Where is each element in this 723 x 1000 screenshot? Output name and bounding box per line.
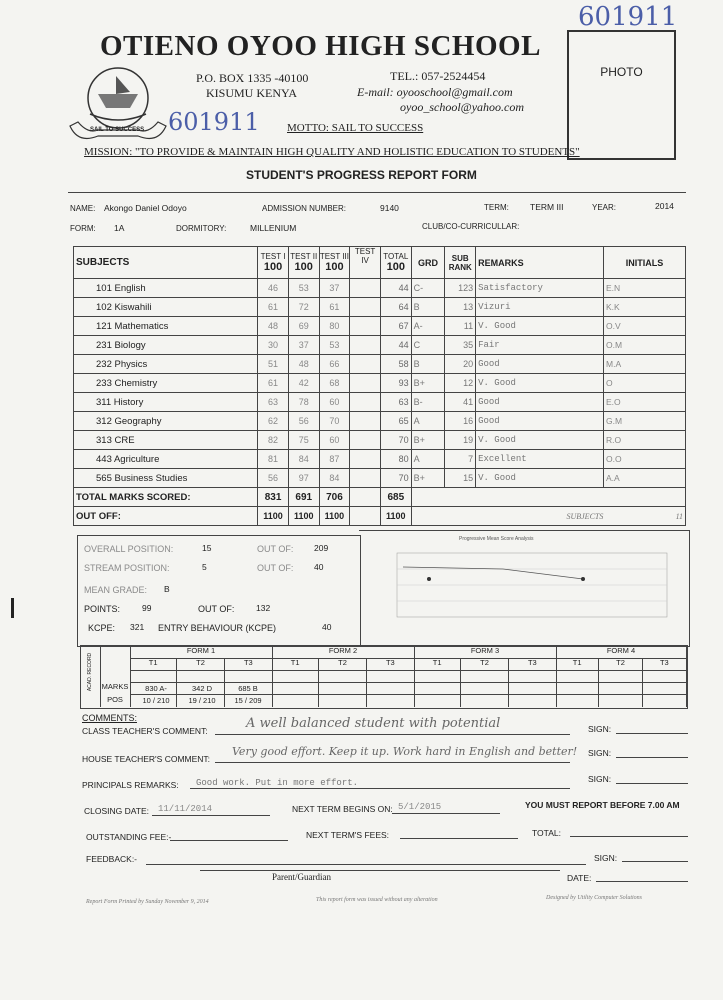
subject-row <box>74 298 686 317</box>
class-teacher-label: CLASS TEACHER'S COMMENT: <box>82 726 208 736</box>
record-term-label: T3 <box>385 658 395 667</box>
motto: MOTTO: SAIL TO SUCCESS <box>287 122 424 134</box>
test2-score: 75 <box>288 431 319 450</box>
test1-score: 61 <box>258 374 289 393</box>
sub-rank: 13 <box>445 298 476 317</box>
test1-score: 56 <box>258 469 289 488</box>
year-label: YEAR: <box>592 203 617 212</box>
initials: E.N <box>604 279 686 298</box>
mean-grade-label: MEAN GRADE: <box>84 585 148 595</box>
remark: V. Good <box>476 431 604 450</box>
class-teacher-line <box>215 734 570 735</box>
total-score: 93 <box>380 374 411 393</box>
divider <box>68 192 686 193</box>
subject-row <box>74 336 686 355</box>
stream-position: 5 <box>202 562 207 572</box>
test4-score <box>350 355 381 374</box>
remark: Good <box>476 412 604 431</box>
subjects-header: SUBJECTS <box>74 247 258 279</box>
record-term-label: T3 <box>659 658 669 667</box>
total-score: 58 <box>380 355 411 374</box>
test3-score: 66 <box>319 355 350 374</box>
email-primary: E-mail: oyooschool@gmail.com <box>357 85 513 99</box>
overall-label: OVERALL POSITION: <box>84 544 174 554</box>
total-test2: 691 <box>288 488 319 507</box>
sign-line-2 <box>616 757 688 758</box>
total-score: 65 <box>380 412 411 431</box>
class-teacher-comment: A well balanced student with potential <box>246 716 501 731</box>
marks-table <box>73 246 686 526</box>
remark: Vizuri <box>476 298 604 317</box>
sub-rank: 11 <box>445 317 476 336</box>
parent-line <box>200 870 560 871</box>
total-test3: 706 <box>319 488 350 507</box>
record-form-4 <box>556 645 687 707</box>
sub-rank: 15 <box>445 469 476 488</box>
test4-score <box>350 317 381 336</box>
report-before: YOU MUST REPORT BEFORE 7.00 AM <box>525 800 680 810</box>
test3-score: 70 <box>319 412 350 431</box>
record-mark-t1: 830 A- <box>145 684 167 693</box>
year-value: 2014 <box>655 201 674 211</box>
test3-score: 80 <box>319 317 350 336</box>
record-term-label: T2 <box>177 658 224 707</box>
principal-line <box>190 788 570 789</box>
email-secondary: oyoo_school@yahoo.com <box>400 100 525 114</box>
test2-score: 56 <box>288 412 319 431</box>
test2-score: 42 <box>288 374 319 393</box>
footer-printed: Report Form Printed by Sunday November 9, 2014 <box>86 899 209 905</box>
sub-rank: 16 <box>445 412 476 431</box>
grade-header: GRD <box>411 247 445 279</box>
test4-score <box>350 374 381 393</box>
test2-score: 84 <box>288 450 319 469</box>
sub-rank: 20 <box>445 355 476 374</box>
test3-header: TEST III 100 <box>319 247 350 279</box>
subjects-count: 11 <box>675 511 683 521</box>
next-term-date: 5/1/2015 <box>398 802 442 812</box>
footer-issued: This report form was issued without any alteration <box>316 897 438 903</box>
test1-score: 81 <box>258 450 289 469</box>
out-of-test3: 1100 <box>319 507 350 526</box>
record-form-2 <box>272 645 415 707</box>
subject-name: 313 CRE <box>74 431 258 450</box>
outof-points-label: OUT OF: <box>198 604 235 614</box>
remarks-header: REMARKS <box>476 247 604 279</box>
record-line-3 <box>130 682 686 683</box>
test2-score: 69 <box>288 317 319 336</box>
total-fee-label: TOTAL: <box>532 828 561 838</box>
test3-score: 60 <box>319 431 350 450</box>
test3-score: 53 <box>319 336 350 355</box>
total-header: TOTAL 100 <box>380 247 411 279</box>
test2-score: 72 <box>288 298 319 317</box>
next-fees-label: NEXT TERM'S FEES: <box>306 830 390 840</box>
record-term-label: T1 <box>272 658 319 707</box>
subject-name: 312 Geography <box>74 412 258 431</box>
total-score: 70 <box>380 431 411 450</box>
grade: C <box>411 336 445 355</box>
record-form-label: FORM 4 <box>606 646 636 655</box>
sub-rank: 41 <box>445 393 476 412</box>
crest-motto: SAIL TO SUCCESS <box>90 127 145 133</box>
test3-score: 61 <box>319 298 350 317</box>
grade: C- <box>411 279 445 298</box>
subject-row <box>74 450 686 469</box>
grade: B+ <box>411 374 445 393</box>
test2-score: 53 <box>288 279 319 298</box>
sub-rank: 123 <box>445 279 476 298</box>
initials: G.M <box>604 412 686 431</box>
initials-header: INITIALS <box>604 247 686 279</box>
feedback-line <box>146 864 586 865</box>
sign-label-2: SIGN: <box>588 748 612 758</box>
initials: E.O <box>604 393 686 412</box>
grade: B- <box>411 393 445 412</box>
total-score: 67 <box>380 317 411 336</box>
test3-score: 68 <box>319 374 350 393</box>
record-side <box>80 645 101 707</box>
house-teacher-comment: Very good effort. Keep it up. Work hard in English and better! <box>232 745 578 758</box>
subject-row <box>74 412 686 431</box>
principal-remarks: Good work. Put in more effort. <box>196 778 359 788</box>
sign-line-1 <box>616 733 688 734</box>
term-label: TERM: <box>484 203 509 212</box>
sign-label-4: SIGN: <box>594 853 618 863</box>
total-test1: 831 <box>258 488 289 507</box>
kcpe-value: 321 <box>130 622 145 632</box>
subject-name: 233 Chemistry <box>74 374 258 393</box>
footer-designed: Designed by Utility Computer Solutions <box>546 895 642 901</box>
remark: V. Good <box>476 317 604 336</box>
record-term-label: T1 <box>556 658 599 707</box>
record-term-label: T2 <box>599 658 642 707</box>
remark: Excellent <box>476 450 604 469</box>
mean-grade: B <box>164 584 170 594</box>
test1-score: 46 <box>258 279 289 298</box>
record-form-label: FORM 1 <box>186 646 216 655</box>
test3-score: 60 <box>319 393 350 412</box>
form-label: FORM: <box>70 224 96 233</box>
subject-row <box>74 374 686 393</box>
record-mark-t2: 342 D <box>191 684 212 693</box>
outof-stream: 40 <box>314 562 324 572</box>
po-box: P.O. BOX 1335 -40100 <box>196 71 309 85</box>
total-score: 70 <box>380 469 411 488</box>
grade: A- <box>411 317 445 336</box>
dormitory-label: DORMITORY: <box>176 224 227 233</box>
outstanding-line <box>170 840 288 841</box>
sub-rank: 12 <box>445 374 476 393</box>
out-of-test1: 1100 <box>258 507 289 526</box>
admission-label: ADMISSION NUMBER: <box>262 204 347 213</box>
ref-number-top: 601911 <box>578 2 678 32</box>
grade: B+ <box>411 469 445 488</box>
pos-label: POS <box>107 695 123 704</box>
total-score: 44 <box>380 336 411 355</box>
test1-score: 63 <box>258 393 289 412</box>
out-of-label: OUT OFF: <box>74 507 258 526</box>
subject-name: 102 Kiswahili <box>74 298 258 317</box>
grade: B+ <box>411 431 445 450</box>
subject-name: 231 Biology <box>74 336 258 355</box>
student-name: Akongo Daniel Odoyo <box>104 203 187 213</box>
comments-heading: COMMENTS: <box>82 713 137 723</box>
test4-score <box>350 431 381 450</box>
record-row-labels <box>100 645 131 707</box>
sub-rank: 35 <box>445 336 476 355</box>
test3-score: 37 <box>319 279 350 298</box>
sub-rank: 19 <box>445 431 476 450</box>
test3-score: 84 <box>319 469 350 488</box>
subject-name: 101 English <box>74 279 258 298</box>
school-crest <box>68 64 168 146</box>
total-total: 685 <box>380 488 411 507</box>
total-test4 <box>350 488 381 507</box>
test2-score: 97 <box>288 469 319 488</box>
sub-rank: 7 <box>445 450 476 469</box>
subjects-count-cell <box>411 507 685 526</box>
grade: A <box>411 412 445 431</box>
parent-label: Parent/Guardian <box>272 872 331 882</box>
graph-plot <box>383 549 673 621</box>
photo-label: PHOTO <box>600 65 643 79</box>
record-pos-t3: 15 / 209 <box>234 696 262 705</box>
margin-mark <box>11 598 14 618</box>
test4-score <box>350 279 381 298</box>
entry-value: 40 <box>322 622 332 632</box>
record-side-label: ACAD. RECORD <box>87 652 93 692</box>
record-mark-t3: 685 B <box>238 684 258 693</box>
record-term-label: T2 <box>461 658 508 707</box>
initials: K.K <box>604 298 686 317</box>
closing-date-label: CLOSING DATE: <box>84 806 150 816</box>
test4-score <box>350 412 381 431</box>
remark: Good <box>476 393 604 412</box>
total-marks-label: TOTAL MARKS SCORED: <box>74 488 258 507</box>
test1-score: 48 <box>258 317 289 336</box>
initials: O <box>604 374 686 393</box>
ref-number-middle: 601911 <box>168 108 260 136</box>
house-teacher-line <box>215 762 570 763</box>
test4-score <box>350 393 381 412</box>
initials: M.A <box>604 355 686 374</box>
points-value: 99 <box>142 603 152 613</box>
initials: A.A <box>604 469 686 488</box>
outof-overall-label: OUT OF: <box>257 544 294 554</box>
test2-score: 48 <box>288 355 319 374</box>
test1-score: 82 <box>258 431 289 450</box>
test1-score: 61 <box>258 298 289 317</box>
record-term-label: T3 <box>243 658 253 667</box>
record-form-label: FORM 2 <box>328 646 358 655</box>
overall-position: 15 <box>202 543 212 553</box>
total-score: 80 <box>380 450 411 469</box>
subject-name: 232 Physics <box>74 355 258 374</box>
sign-label-1: SIGN: <box>588 724 612 734</box>
test1-header: TEST I 100 <box>258 247 289 279</box>
total-score: 44 <box>380 279 411 298</box>
remark: V. Good <box>476 469 604 488</box>
test1-score: 30 <box>258 336 289 355</box>
outstanding-fee-label: OUTSTANDING FEE:- <box>86 832 172 842</box>
report-title: STUDENT'S PROGRESS REPORT FORM <box>246 168 477 182</box>
remark: Good <box>476 355 604 374</box>
total-score: 63 <box>380 393 411 412</box>
subject-name: 443 Agriculture <box>74 450 258 469</box>
out-of-test4 <box>350 507 381 526</box>
dormitory-value: MILLENIUM <box>250 223 297 233</box>
record-line-2 <box>130 670 686 671</box>
total-blank <box>411 488 685 507</box>
date-label: DATE: <box>567 873 592 883</box>
subject-row <box>74 393 686 412</box>
rank-header: SUB RANK <box>445 247 476 279</box>
remark: Satisfactory <box>476 279 604 298</box>
subject-row <box>74 431 686 450</box>
photo-box <box>567 30 676 160</box>
test1-score: 51 <box>258 355 289 374</box>
subject-row <box>74 279 686 298</box>
graph-title: Progressive Mean Score Analysis <box>459 536 534 542</box>
test2-header: TEST II 100 <box>288 247 319 279</box>
telephone: TEL.: 057-2524454 <box>390 69 486 83</box>
subjects-footer: SUBJECTS <box>566 511 604 521</box>
next-term-label: NEXT TERM BEGINS ON: <box>292 804 393 814</box>
entry-label: ENTRY BEHAVIOUR (KCPE) <box>158 623 277 633</box>
test4-score <box>350 298 381 317</box>
record-pos-t1: 10 / 210 <box>142 696 170 705</box>
sign-line-4 <box>622 861 688 862</box>
grade: A <box>411 450 445 469</box>
test4-header: TEST IV <box>350 247 381 279</box>
initials: O.M <box>604 336 686 355</box>
sign-label-3: SIGN: <box>588 774 612 784</box>
name-label: NAME: <box>70 204 96 213</box>
total-fee-line <box>570 836 688 837</box>
next-fees-line <box>400 838 518 839</box>
test2-score: 78 <box>288 393 319 412</box>
initials: O.V <box>604 317 686 336</box>
principal-label: PRINCIPALS REMARKS: <box>82 780 179 790</box>
club-label: CLUB/CO-CURRICULLAR: <box>422 222 520 231</box>
record-term-label: T1 <box>414 658 461 707</box>
initials: R.O <box>604 431 686 450</box>
test1-score: 62 <box>258 412 289 431</box>
initials: O.O <box>604 450 686 469</box>
progress-graph <box>359 530 690 647</box>
grade: B <box>411 355 445 374</box>
remark: Fair <box>476 336 604 355</box>
test4-score <box>350 469 381 488</box>
test2-score: 37 <box>288 336 319 355</box>
subject-row <box>74 469 686 488</box>
record-form-3 <box>414 645 557 707</box>
location: KISUMU KENYA <box>206 86 298 100</box>
mission: MISSION: "TO PROVIDE & MAINTAIN HIGH QUALITY AND HOLISTIC EDUCATION TO STUDENTS" <box>84 146 580 158</box>
date-line <box>596 881 688 882</box>
feedback-label: FEEDBACK:- <box>86 854 138 864</box>
record-term-label: T2 <box>319 658 366 707</box>
record-term-label: T1 <box>130 658 177 707</box>
subject-row <box>74 317 686 336</box>
test4-score <box>350 336 381 355</box>
term-value: TERM III <box>530 202 564 212</box>
form-value: 1A <box>114 223 125 233</box>
record-term-label: T3 <box>527 658 537 667</box>
grade: B <box>411 298 445 317</box>
sign-line-3 <box>616 783 688 784</box>
closing-line <box>152 815 270 816</box>
points-label: POINTS: <box>84 604 121 614</box>
record-pos-t2: 19 / 210 <box>188 696 216 705</box>
record-line-4 <box>130 694 686 695</box>
test4-score <box>350 450 381 469</box>
subject-name: 565 Business Studies <box>74 469 258 488</box>
kcpe-label: KCPE: <box>88 623 116 633</box>
record-line-1 <box>130 658 686 659</box>
outof-stream-label: OUT OF: <box>257 563 294 573</box>
subject-name: 311 History <box>74 393 258 412</box>
subject-name: 121 Mathematics <box>74 317 258 336</box>
outof-overall: 209 <box>314 543 329 553</box>
next-term-line <box>392 813 500 814</box>
test3-score: 87 <box>319 450 350 469</box>
outof-points: 132 <box>256 603 271 613</box>
closing-date: 11/11/2014 <box>158 804 213 814</box>
marks-label: MARKS <box>101 682 129 691</box>
school-name: OTIENO OYOO HIGH SCHOOL <box>100 30 541 62</box>
record-form-label: FORM 3 <box>470 646 500 655</box>
total-score: 64 <box>380 298 411 317</box>
admission-number: 9140 <box>380 203 399 213</box>
house-teacher-label: HOUSE TEACHER'S COMMENT: <box>82 754 211 764</box>
out-of-total: 1100 <box>380 507 411 526</box>
remark: V. Good <box>476 374 604 393</box>
subject-row <box>74 355 686 374</box>
out-of-test2: 1100 <box>288 507 319 526</box>
stream-label: STREAM POSITION: <box>84 563 170 573</box>
